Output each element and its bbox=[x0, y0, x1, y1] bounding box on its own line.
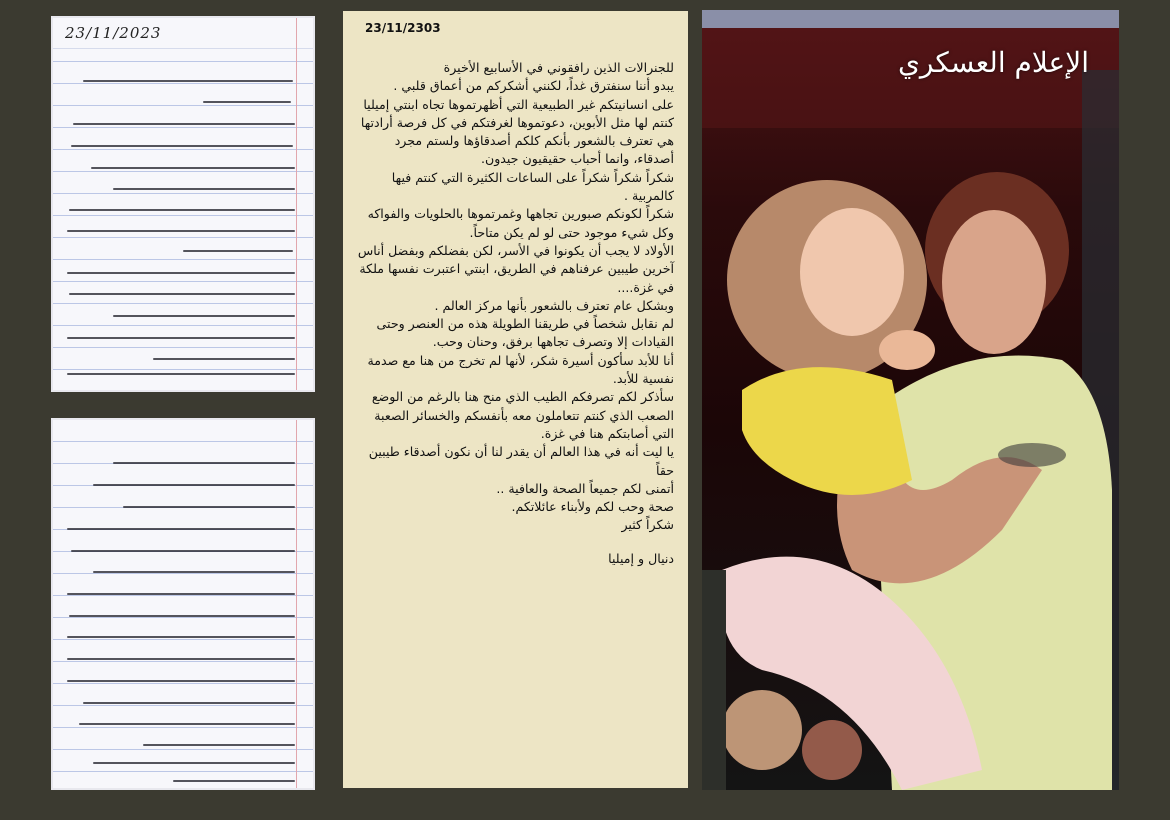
note-margin-line bbox=[296, 420, 297, 788]
letter-body bbox=[357, 59, 674, 535]
letter-paragraph: صحة وحب لكم ولأبناء عائلاتكم. bbox=[511, 499, 674, 515]
letter-paragraph: أنا للأبد سأكون أسيرة شكر، لأنها لم تخرج من هنا مع صدمة نفسية للأبد. bbox=[367, 352, 674, 387]
letter-paragraph: شكراً لكونكم صبورين تجاهها وغمرتموها بالحلويات والفواكه وكل شيء موجود حتى لو لم يكن متاحاً. bbox=[367, 206, 674, 240]
note-margin-line bbox=[296, 18, 297, 390]
note-date: 23/11/2023 bbox=[65, 24, 162, 42]
typed-arabic-letter bbox=[343, 11, 688, 788]
letter-paragraph: شكراً كثير bbox=[621, 517, 674, 533]
letter-paragraph: أتمنى لكم جميعاً الصحة والعافية .. bbox=[496, 480, 674, 496]
photo-illustration bbox=[702, 10, 1119, 790]
letter-paragraph: هي تعترف بالشعور بأنكم كلكم أصدقاؤها ولستم مجرد أصدقاء، وانما أحباب حقيقيون جيدون. bbox=[394, 133, 674, 167]
letter-paragraph: للجنرالات الذين رافقوني في الأسابيع الأخيرة bbox=[443, 60, 674, 75]
letter-paragraph: كنتم لها مثل الأبوين، دعوتموها لغرفتكم في كل فرصة أرادتها bbox=[360, 114, 674, 130]
letter-paragraph: وبشكل عام تعترف بالشعور بأنها مركز العالم . bbox=[434, 297, 674, 313]
letter-paragraph: يا ليت أنه في هذا العالم أن يقدر لنا أن نكون أصدقاء طيبين حقاً bbox=[368, 444, 674, 478]
letter-date: 23/11/2303 bbox=[365, 21, 441, 35]
handwritten-note-page-1 bbox=[51, 16, 315, 392]
letter-paragraph: الأولاد لا يجب أن يكونوا في الأسر، لكن بفضلكم وبفضل أناس آخرين طيبين عرفناهم في الطريق، ابنتي اعتبرت نفسها ملكة في غزة.... bbox=[357, 242, 674, 295]
letter-paragraph: شكراً شكراً شكراً على الساعات الكثيرة التي كنتم فيها كالمربية . bbox=[391, 169, 674, 204]
media-logo-watermark: الإعلام العسكري bbox=[897, 46, 1089, 79]
letter-paragraph: لم نقابل شخصاً في طريقنا الطويلة هذه من العنصر وحتى القيادات إلا وتصرف تجاهها برفق، وحنان وحب. bbox=[376, 316, 674, 350]
handwritten-note-page-2 bbox=[51, 418, 315, 790]
letter-paragraph: سأذكر لكم تصرفكم الطيب الذي منح هنا بالرغم من الوضع الصعب الذي كنتم تتعاملون معه بأنفسكم والخسائر الصعبة التي أصابتكم هنا في غزة. bbox=[371, 389, 674, 441]
letter-signature: دنيال و إميليا bbox=[608, 550, 674, 566]
note-header bbox=[53, 18, 313, 49]
letter-paragraph: يبدو أننا سنفترق غداً، لكنني أشكركم من أعماق قلبي . bbox=[393, 78, 674, 94]
photo-mother-and-daughter bbox=[702, 10, 1119, 790]
letter-paragraph: على انسانيتكم غير الطبيعية التي أظهرتموها تجاه ابنتي إميليا bbox=[363, 96, 674, 112]
